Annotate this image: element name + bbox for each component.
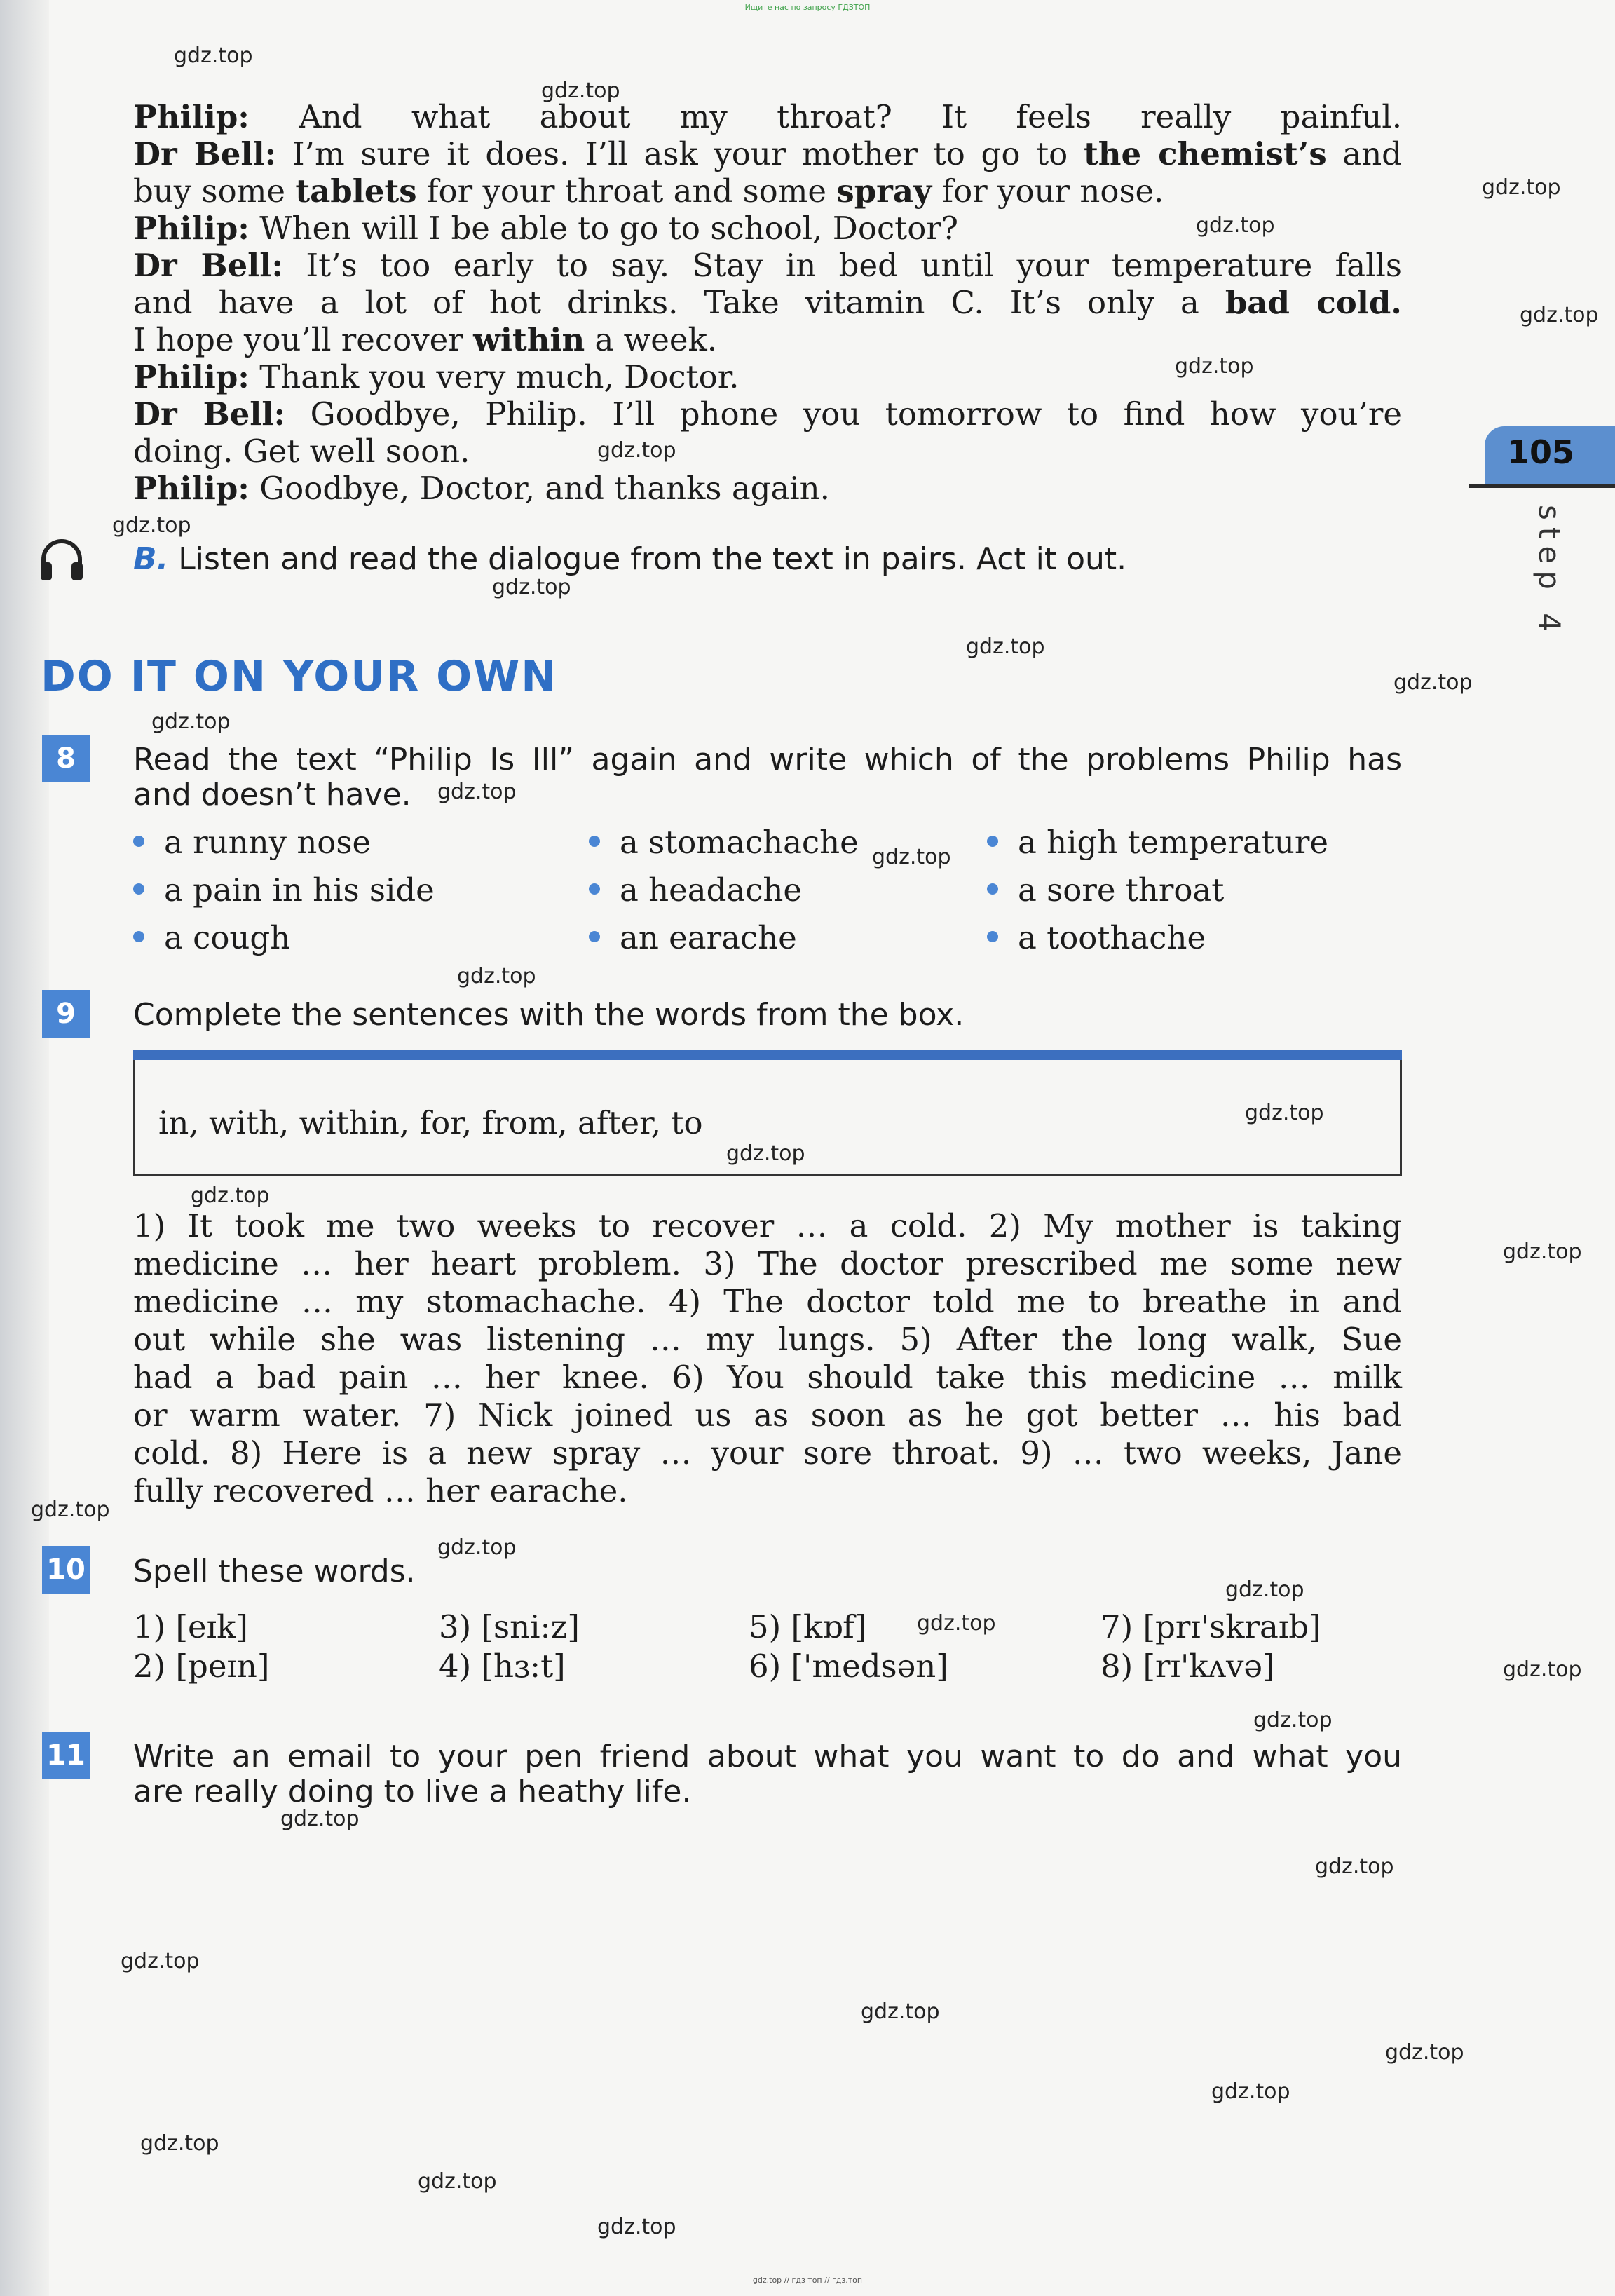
watermark: gdz.top bbox=[121, 1949, 200, 1974]
exercise-9-line: 1) It took me two weeks to recover … a cold. 2) My mother is taking bbox=[133, 1207, 1402, 1244]
bottom-note: gdz.top // гдз топ // гдз.топ bbox=[752, 2276, 863, 2285]
exercise-9-line: or warm water. 7) Nick joined us as soon as he got better … his bad bbox=[133, 1397, 1402, 1434]
listen-task-label: B. bbox=[133, 541, 169, 577]
problem-item: a stomachache bbox=[589, 822, 859, 864]
problem-item: a high temperature bbox=[987, 822, 1328, 864]
dialogue-text: I’m sure it does. I’ll ask your mother to go to bbox=[276, 135, 1084, 172]
watermark: gdz.top bbox=[1393, 670, 1473, 695]
problem-item: an earache bbox=[589, 917, 797, 959]
step-label: step 4 bbox=[1532, 505, 1567, 639]
speaker-name: Philip: bbox=[133, 358, 250, 395]
exercise-9-line: had a bad pain … her knee. 6) You should take this medicine … milk bbox=[133, 1359, 1402, 1396]
dialogue-text: doing. Get well soon. bbox=[133, 433, 470, 470]
speaker-name: Philip: bbox=[133, 210, 250, 247]
exercise-11-instruction-2: are really doing to live a heathy life. bbox=[133, 1774, 692, 1809]
dialogue-text: for your nose. bbox=[932, 172, 1164, 210]
watermark: gdz.top bbox=[1503, 1239, 1582, 1264]
watermark: gdz.top bbox=[112, 513, 191, 538]
dialogue-line bbox=[133, 135, 1402, 172]
key-word: the chemist’s bbox=[1083, 135, 1327, 172]
page-tab-rule bbox=[1469, 484, 1615, 488]
watermark: gdz.top bbox=[1482, 175, 1561, 200]
dialogue-text: When will I be able to go to school, Doctor? bbox=[249, 210, 958, 247]
watermark: gdz.top bbox=[1520, 303, 1599, 327]
watermark: gdz.top bbox=[597, 2215, 676, 2239]
problem-item: a toothache bbox=[987, 917, 1206, 959]
exercise-10-number: 10 bbox=[42, 1546, 90, 1594]
exercise-11-instruction-1: Write an email to your pen friend about what you want to do and what you bbox=[133, 1739, 1402, 1774]
top-note: Ищите нас по запросу ГДЗТОП bbox=[744, 3, 871, 12]
phonetic-word: 6) ['medsən] bbox=[749, 1648, 948, 1685]
listen-task-text: Listen and read the dialogue from the text in pairs. Act it out. bbox=[178, 541, 1127, 577]
watermark: gdz.top bbox=[280, 1807, 360, 1831]
watermark: gdz.top bbox=[966, 634, 1045, 659]
dialogue-text: and have a lot of hot drinks. Take vitamin C. It’s only a bbox=[133, 284, 1225, 321]
problem-item: a pain in his side bbox=[133, 869, 435, 911]
watermark: gdz.top bbox=[457, 964, 536, 989]
watermark: gdz.top bbox=[174, 43, 253, 68]
dialogue-text: It’s too early to say. Stay in bed until your temperature falls bbox=[282, 247, 1402, 284]
exercise-11-number: 11 bbox=[42, 1732, 90, 1779]
key-word: tablets bbox=[295, 172, 417, 210]
word-box-text: in, with, within, for, from, after, to bbox=[158, 1104, 703, 1141]
listen-task bbox=[133, 541, 1126, 578]
key-word: within bbox=[473, 321, 585, 358]
watermark: gdz.top bbox=[1503, 1657, 1582, 1682]
dialogue-text: a week. bbox=[585, 321, 718, 358]
problem-item: a runny nose bbox=[133, 822, 371, 864]
dialogue-text: and bbox=[1326, 135, 1402, 172]
exercise-8-instruction-1: Read the text “Philip Is Ill” again and write which of the problems Philip has bbox=[133, 742, 1402, 777]
phonetic-word: 3) [sni:z] bbox=[439, 1608, 580, 1645]
watermark: gdz.top bbox=[1175, 354, 1254, 379]
dialogue-line bbox=[133, 321, 1402, 358]
exercise-8-number: 8 bbox=[42, 735, 90, 782]
dialogue-line bbox=[133, 284, 1402, 321]
watermark: gdz.top bbox=[917, 1611, 996, 1636]
headphones-icon bbox=[36, 534, 87, 585]
dialogue-text: Thank you very much, Doctor. bbox=[249, 358, 740, 395]
dialogue-text: I hope you’ll recover bbox=[133, 321, 474, 358]
exercise-8-instruction-2: and doesn’t have. bbox=[133, 777, 411, 813]
page-edge-shadow bbox=[0, 0, 49, 2296]
phonetic-word: 5) [kɒf] bbox=[749, 1608, 867, 1645]
watermark: gdz.top bbox=[1196, 213, 1275, 238]
watermark: gdz.top bbox=[437, 1535, 517, 1560]
watermark: gdz.top bbox=[861, 1999, 940, 2024]
exercise-9-line: medicine … her heart problem. 3) The doctor prescribed me some new bbox=[133, 1245, 1402, 1282]
dialogue-line bbox=[133, 470, 1402, 507]
problem-item: a headache bbox=[589, 869, 802, 911]
page-number: 105 bbox=[1507, 433, 1575, 471]
dialogue-text: buy some bbox=[133, 172, 296, 210]
dialogue-text: Goodbye, Doctor, and thanks again. bbox=[249, 470, 830, 507]
dialogue-line bbox=[133, 98, 1402, 135]
speaker-name: Dr Bell: bbox=[133, 395, 286, 433]
phonetic-word: 4) [hɜ:t] bbox=[439, 1648, 566, 1685]
watermark: gdz.top bbox=[151, 709, 231, 734]
speaker-name: Dr Bell: bbox=[133, 247, 283, 284]
watermark: gdz.top bbox=[541, 79, 620, 103]
phonetic-word: 2) [peɪn] bbox=[133, 1648, 270, 1685]
phonetic-word: 1) [eɪk] bbox=[133, 1608, 248, 1645]
phonetic-word: 8) [rɪ'kʌvə] bbox=[1100, 1648, 1275, 1685]
dialogue-line bbox=[133, 247, 1402, 284]
watermark: gdz.top bbox=[1245, 1101, 1324, 1125]
watermark: gdz.top bbox=[1385, 2040, 1464, 2065]
watermark: gdz.top bbox=[597, 438, 676, 463]
problem-item: a sore throat bbox=[987, 869, 1224, 911]
watermark: gdz.top bbox=[726, 1141, 805, 1166]
speaker-name: Philip: bbox=[133, 98, 250, 135]
watermark: gdz.top bbox=[492, 575, 571, 599]
watermark: gdz.top bbox=[437, 780, 517, 804]
key-word: bad cold. bbox=[1225, 284, 1402, 321]
exercise-9-number: 9 bbox=[42, 990, 90, 1038]
exercise-10-instruction: Spell these words. bbox=[133, 1554, 416, 1589]
dialogue-line bbox=[133, 395, 1402, 433]
dialogue-text: for your throat and some bbox=[416, 172, 837, 210]
exercise-9-line: medicine … my stomachache. 4) The doctor told me to breathe in and bbox=[133, 1283, 1402, 1320]
speaker-name: Dr Bell: bbox=[133, 135, 277, 172]
key-word: spray bbox=[836, 172, 932, 210]
exercise-9-line: out while she was listening … my lungs. 5) After the long walk, Sue bbox=[133, 1321, 1402, 1358]
section-title: DO IT ON YOUR OWN bbox=[41, 652, 558, 701]
exercise-9-instruction: Complete the sentences with the words from the box. bbox=[133, 997, 965, 1033]
dialogue-text: Goodbye, Philip. I’ll phone you tomorrow to find how you’re bbox=[285, 395, 1402, 433]
watermark: gdz.top bbox=[1211, 2079, 1290, 2104]
exercise-9-line: cold. 8) Here is a new spray … your sore throat. 9) … two weeks, Jane bbox=[133, 1434, 1402, 1472]
watermark: gdz.top bbox=[418, 2169, 497, 2194]
phonetic-word: 7) [prɪ'skraɪb] bbox=[1100, 1608, 1321, 1645]
watermark: gdz.top bbox=[31, 1497, 110, 1522]
watermark: gdz.top bbox=[140, 2131, 219, 2156]
dialogue-text: And what about my throat? It feels really painful. bbox=[249, 98, 1402, 135]
watermark: gdz.top bbox=[1315, 1854, 1394, 1879]
watermark: gdz.top bbox=[872, 845, 951, 869]
watermark: gdz.top bbox=[1225, 1577, 1304, 1602]
speaker-name: Philip: bbox=[133, 470, 250, 507]
watermark: gdz.top bbox=[1253, 1708, 1333, 1732]
problem-item: a cough bbox=[133, 917, 290, 959]
dialogue-line bbox=[133, 172, 1402, 210]
dialogue-line bbox=[133, 433, 1402, 470]
word-box-bar bbox=[133, 1050, 1402, 1060]
exercise-9-line: fully recovered … her earache. bbox=[133, 1472, 628, 1509]
watermark: gdz.top bbox=[191, 1183, 270, 1208]
